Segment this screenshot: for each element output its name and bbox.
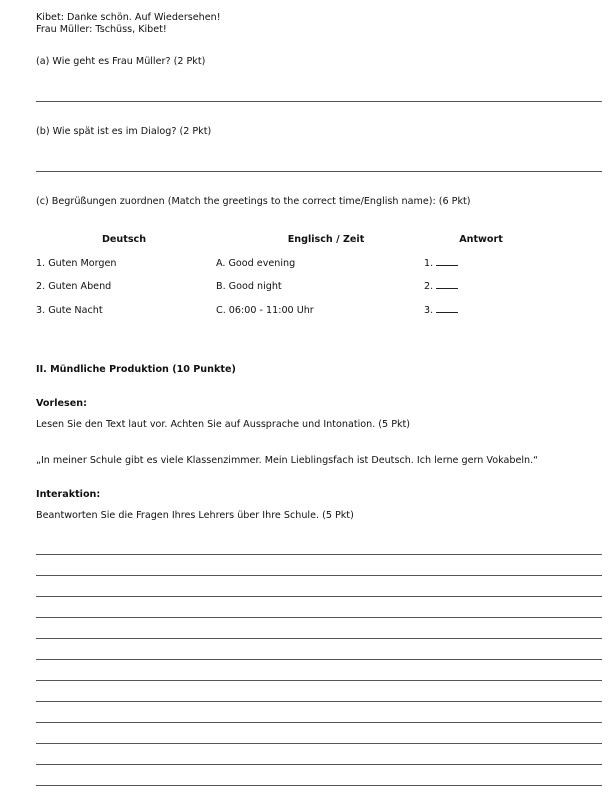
dialog-line-kibet: Kibet: Danke schön. Auf Wiedersehen!	[36, 12, 221, 23]
writing-line[interactable]	[36, 617, 602, 618]
writing-line[interactable]	[36, 659, 602, 660]
table-header-englisch: Englisch / Zeit	[287, 234, 365, 245]
writing-line[interactable]	[36, 764, 602, 765]
answer-blank-3[interactable]	[436, 312, 458, 313]
table-header-antwort: Antwort	[459, 234, 503, 245]
interaction-label: Interaktion:	[36, 489, 101, 500]
reading-instruction: Lesen Sie den Text laut vor. Achten Sie auf Aussprache und Intonation. (5 Pkt)	[36, 419, 411, 430]
table-row-3-deutsch: 3. Gute Nacht	[36, 305, 103, 316]
writing-line[interactable]	[36, 701, 602, 702]
question-a: (a) Wie geht es Frau Müller? (2 Pkt)	[36, 56, 206, 67]
table-row-3-englisch: C. 06:00 - 11:00 Uhr	[216, 305, 314, 316]
answer-blank-2[interactable]	[436, 288, 458, 289]
question-c: (c) Begrüßungen zuordnen (Match the greetings to the correct time/English name): (6 Pkt)	[36, 196, 471, 207]
interaction-instruction: Beantworten Sie die Fragen Ihres Lehrers über Ihre Schule. (5 Pkt)	[36, 510, 354, 521]
reading-label: Vorlesen:	[36, 398, 87, 409]
answer-number-1: 1.	[424, 258, 434, 269]
answer-line-b[interactable]	[36, 171, 602, 172]
writing-line[interactable]	[36, 785, 602, 786]
section-heading-muendliche-produktion: II. Mündliche Produktion (10 Punkte)	[36, 364, 236, 375]
answer-number-3: 3.	[424, 305, 434, 316]
writing-line[interactable]	[36, 554, 602, 555]
table-row-1-englisch: A. Good evening	[216, 258, 296, 269]
writing-line[interactable]	[36, 680, 602, 681]
writing-line[interactable]	[36, 596, 602, 597]
answer-blank-1[interactable]	[436, 265, 458, 266]
answer-number-2: 2.	[424, 281, 434, 292]
table-row-2-deutsch: 2. Guten Abend	[36, 281, 112, 292]
table-row-2-englisch: B. Good night	[216, 281, 282, 292]
table-header-deutsch: Deutsch	[101, 234, 147, 245]
table-row-3-antwort[interactable]	[424, 305, 458, 316]
reading-text: „In meiner Schule gibt es viele Klassenzimmer. Mein Lieblingsfach ist Deutsch. Ich lerne gern Vokabeln.“	[36, 455, 539, 466]
writing-line[interactable]	[36, 743, 602, 744]
writing-line[interactable]	[36, 722, 602, 723]
table-row-1-antwort[interactable]	[424, 258, 458, 269]
dialog-line-mueller: Frau Müller: Tschüss, Kibet!	[36, 24, 167, 35]
answer-line-a[interactable]	[36, 101, 602, 102]
writing-line[interactable]	[36, 575, 602, 576]
table-row-2-antwort[interactable]	[424, 281, 458, 292]
writing-line[interactable]	[36, 638, 602, 639]
question-b: (b) Wie spät ist es im Dialog? (2 Pkt)	[36, 126, 212, 137]
table-row-1-deutsch: 1. Guten Morgen	[36, 258, 117, 269]
